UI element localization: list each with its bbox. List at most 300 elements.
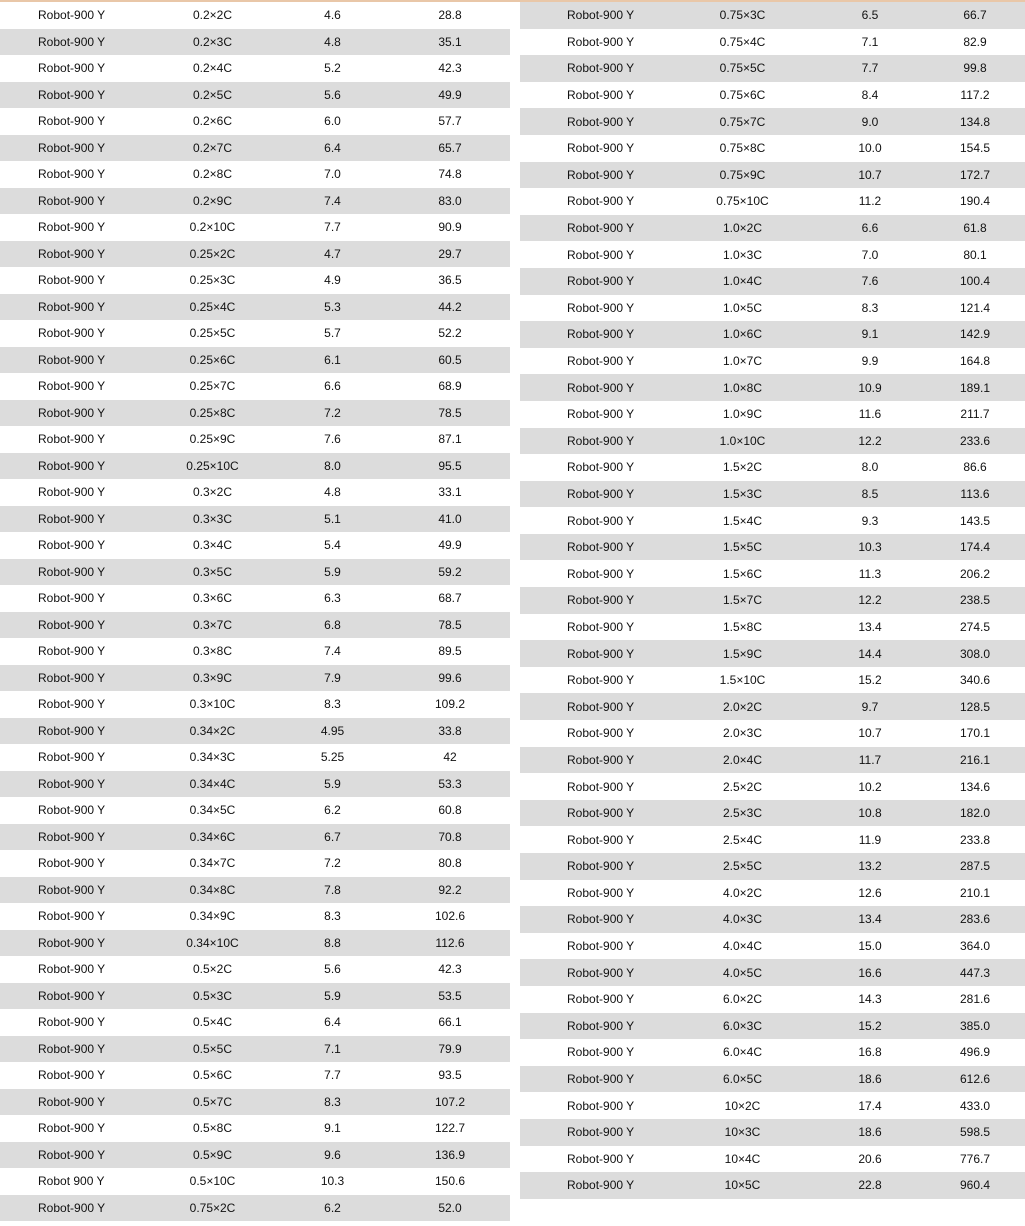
model-cell: Robot-900 Y — [520, 693, 670, 720]
model-cell: Robot-900 Y — [520, 2, 670, 29]
spec-cell: 4.0×4C — [722, 939, 763, 954]
model-cell: Robot-900 Y — [567, 1151, 635, 1166]
diameter-cell: 10.9 — [815, 374, 925, 401]
diameter-cell: 6.8 — [275, 612, 390, 639]
table-row — [520, 1092, 1025, 1119]
weight-cell: 308.0 — [925, 640, 1025, 667]
weight-cell: 122.7 — [434, 1121, 466, 1136]
table-row — [0, 1195, 510, 1222]
weight-cell: 83.0 — [390, 188, 510, 215]
spec-cell: 6.0×3C — [670, 1013, 815, 1040]
diameter-cell: 14.4 — [815, 640, 925, 667]
table-row — [0, 744, 510, 771]
table-row — [520, 667, 1025, 694]
weight-cell: 136.9 — [390, 1142, 510, 1169]
model-cell: Robot-900 Y — [520, 321, 670, 348]
model-cell: Robot-900 Y — [0, 877, 150, 904]
spec-cell: 0.5×4C — [192, 1015, 233, 1030]
model-cell: Robot-900 Y — [0, 400, 150, 427]
spec-cell: 10×5C — [670, 1172, 815, 1199]
spec-cell: 1.0×9C — [722, 407, 763, 422]
model-cell: Robot-900 Y — [520, 587, 670, 614]
weight-cell: 42 — [443, 750, 457, 765]
table-row — [0, 214, 510, 241]
model-cell: Robot-900 Y — [520, 800, 670, 827]
table-row — [0, 903, 510, 930]
weight-cell: 99.8 — [925, 55, 1025, 82]
diameter-cell: 10.3 — [320, 1174, 345, 1189]
spec-cell: 1.5×6C — [722, 566, 763, 581]
table-row — [0, 585, 510, 612]
diameter-cell: 9.0 — [815, 108, 925, 135]
model-cell: Robot-900 Y — [38, 1121, 106, 1136]
spec-cell: 2.5×2C — [722, 779, 763, 794]
weight-cell: 33.1 — [438, 485, 462, 500]
diameter-cell: 13.4 — [858, 619, 882, 634]
weight-cell: 134.6 — [959, 779, 991, 794]
spec-cell: 0.25×9C — [189, 432, 236, 447]
weight-cell: 117.2 — [960, 88, 990, 103]
diameter-cell: 7.0 — [861, 247, 879, 262]
spec-cell: 4.0×3C — [670, 906, 815, 933]
diameter-cell: 10.0 — [858, 141, 882, 156]
diameter-cell: 5.3 — [275, 294, 390, 321]
spec-cell: 1.0×3C — [722, 247, 763, 262]
model-cell: Robot-900 Y — [567, 460, 635, 475]
model-cell: Robot-900 Y — [38, 1068, 106, 1083]
weight-cell: 79.9 — [390, 1036, 510, 1063]
table-row — [520, 268, 1025, 295]
weight-cell: 112.6 — [390, 930, 510, 957]
model-cell: Robot-900 Y — [38, 61, 106, 76]
model-cell: Robot-900 Y — [0, 82, 150, 109]
spec-cell: 0.25×8C — [150, 400, 275, 427]
spec-cell: 0.34×9C — [189, 909, 236, 924]
spec-cell: 2.5×4C — [722, 832, 763, 847]
weight-cell: 496.9 — [959, 1045, 991, 1060]
weight-cell: 612.6 — [925, 1066, 1025, 1093]
spec-cell: 2.5×3C — [670, 800, 815, 827]
model-cell: Robot-900 Y — [0, 559, 150, 586]
spec-cell: 0.75×4C — [719, 34, 766, 49]
spec-cell: 0.3×9C — [150, 665, 275, 692]
table-row — [520, 826, 1025, 853]
table-row — [520, 241, 1025, 268]
spec-cell: 0.3×5C — [150, 559, 275, 586]
spec-cell: 0.2×9C — [150, 188, 275, 215]
weight-cell: 66.1 — [438, 1015, 462, 1030]
weight-cell: 36.5 — [438, 273, 462, 288]
diameter-cell: 8.5 — [815, 481, 925, 508]
diameter-cell: 7.6 — [815, 268, 925, 295]
table-row — [0, 400, 510, 427]
diameter-cell: 4.95 — [275, 718, 390, 745]
table-row — [520, 188, 1025, 215]
model-cell: Robot-900 Y — [567, 726, 635, 741]
model-cell: Robot-900 Y — [567, 300, 635, 315]
weight-cell: 174.4 — [925, 534, 1025, 561]
table-row — [520, 507, 1025, 534]
diameter-cell: 17.4 — [858, 1098, 882, 1113]
table-row — [520, 162, 1025, 189]
spec-cell: 0.3×4C — [192, 538, 233, 553]
table-row — [520, 82, 1025, 109]
table-row — [0, 771, 510, 798]
weight-cell: 172.7 — [925, 162, 1025, 189]
diameter-cell: 7.6 — [324, 432, 341, 447]
model-cell: Robot-900 Y — [0, 294, 150, 321]
diameter-cell: 20.6 — [858, 1151, 882, 1166]
model-cell: Robot-900 Y — [567, 939, 635, 954]
diameter-cell: 4.8 — [275, 29, 390, 56]
model-cell: Robot-900 Y — [520, 1172, 670, 1199]
model-cell: Robot-900 Y — [0, 29, 150, 56]
diameter-cell: 4.7 — [275, 241, 390, 268]
model-cell: Robot-900 Y — [567, 354, 635, 369]
spec-cell: 1.0×2C — [670, 215, 815, 242]
spec-cell: 0.5×7C — [150, 1089, 275, 1116]
weight-cell: 274.5 — [959, 619, 991, 634]
table-row — [0, 188, 510, 215]
weight-cell: 68.9 — [438, 379, 462, 394]
model-cell: Robot-900 Y — [0, 241, 150, 268]
spec-cell: 6.0×2C — [722, 992, 763, 1007]
table-row — [520, 1013, 1025, 1040]
table-row — [520, 55, 1025, 82]
model-cell: Robot-900 Y — [567, 88, 635, 103]
table-row — [0, 506, 510, 533]
diameter-cell: 4.6 — [324, 8, 341, 23]
diameter-cell: 6.3 — [324, 591, 341, 606]
weight-cell: 128.5 — [925, 693, 1025, 720]
spec-cell: 0.5×10C — [189, 1174, 236, 1189]
model-cell: Robot-900 Y — [0, 1089, 150, 1116]
diameter-cell: 5.25 — [320, 750, 345, 765]
weight-cell: 385.0 — [925, 1013, 1025, 1040]
weight-cell: 960.4 — [925, 1172, 1025, 1199]
weight-cell: 233.8 — [959, 832, 991, 847]
table-row — [520, 428, 1025, 455]
table-row — [520, 560, 1025, 587]
diameter-cell: 5.7 — [324, 326, 341, 341]
diameter-cell: 22.8 — [815, 1172, 925, 1199]
weight-cell: 287.5 — [925, 853, 1025, 880]
model-cell: Robot-900 Y — [567, 513, 635, 528]
model-cell: Robot-900 Y — [0, 135, 150, 162]
table-row — [0, 294, 510, 321]
spec-cell: 0.5×2C — [192, 962, 233, 977]
spec-cell: 1.0×10C — [670, 428, 815, 455]
weight-cell: 776.7 — [959, 1151, 991, 1166]
spec-cell: 0.2×10C — [189, 220, 236, 235]
model-cell: Robot-900 Y — [38, 856, 106, 871]
table-row — [0, 2, 510, 29]
diameter-cell: 15.2 — [815, 1013, 925, 1040]
diameter-cell: 9.9 — [861, 354, 879, 369]
weight-cell: 90.9 — [438, 220, 462, 235]
weight-cell: 340.6 — [959, 673, 991, 688]
weight-cell: 89.5 — [438, 644, 462, 659]
table-row — [0, 1036, 510, 1063]
table-row — [0, 267, 510, 294]
spec-cell: 0.75×8C — [719, 141, 766, 156]
diameter-cell: 7.2 — [324, 856, 341, 871]
spec-cell: 0.34×2C — [150, 718, 275, 745]
diameter-cell: 6.2 — [275, 1195, 390, 1222]
weight-cell: 95.5 — [390, 453, 510, 480]
spec-cell: 0.75×5C — [670, 55, 815, 82]
table-row — [0, 108, 510, 135]
table-row — [0, 347, 510, 374]
diameter-cell: 7.2 — [275, 400, 390, 427]
spec-cell: 0.3×8C — [192, 644, 233, 659]
spec-cell: 1.5×5C — [670, 534, 815, 561]
model-cell: Robot-900 Y — [38, 114, 106, 129]
table-row — [520, 1039, 1025, 1066]
spec-cell: 0.2×6C — [192, 114, 233, 129]
spec-cell: 0.75×9C — [670, 162, 815, 189]
diameter-cell: 6.4 — [275, 135, 390, 162]
table-row — [520, 959, 1025, 986]
spec-cell: 0.75×3C — [670, 2, 815, 29]
weight-cell: 80.8 — [438, 856, 462, 871]
weight-cell: 53.5 — [390, 983, 510, 1010]
model-cell: Robot-900 Y — [0, 718, 150, 745]
diameter-cell: 5.6 — [324, 962, 341, 977]
spec-cell: 1.5×8C — [722, 619, 763, 634]
diameter-cell: 10.7 — [858, 726, 882, 741]
weight-cell: 86.6 — [963, 460, 987, 475]
table-row — [0, 983, 510, 1010]
table-row — [520, 614, 1025, 641]
spec-cell: 0.5×3C — [150, 983, 275, 1010]
table-row — [0, 930, 510, 957]
model-cell: Robot-900 Y — [520, 906, 670, 933]
table-row — [0, 82, 510, 109]
spec-cell: 4.0×5C — [670, 959, 815, 986]
table-row — [0, 877, 510, 904]
table-row — [520, 853, 1025, 880]
diameter-cell: 5.9 — [275, 559, 390, 586]
weight-cell: 52.0 — [390, 1195, 510, 1222]
model-cell: Robot-900 Y — [0, 1142, 150, 1169]
table-row — [520, 321, 1025, 348]
table-row — [520, 29, 1025, 56]
weight-cell: 57.7 — [438, 114, 462, 129]
diameter-cell: 12.2 — [815, 428, 925, 455]
weight-cell: 42.3 — [438, 61, 462, 76]
model-cell: Robot-900 Y — [520, 640, 670, 667]
diameter-cell: 5.9 — [275, 771, 390, 798]
weight-cell: 35.1 — [390, 29, 510, 56]
diameter-cell: 7.1 — [275, 1036, 390, 1063]
weight-cell: 189.1 — [925, 374, 1025, 401]
table-row — [0, 797, 510, 824]
model-cell: Robot-900 Y — [520, 428, 670, 455]
diameter-cell: 8.3 — [861, 300, 879, 315]
weight-cell: 283.6 — [925, 906, 1025, 933]
weight-cell: 190.4 — [959, 194, 991, 209]
table-row — [0, 718, 510, 745]
diameter-cell: 10.2 — [858, 779, 882, 794]
spec-cell: 0.34×5C — [189, 803, 236, 818]
table-row — [520, 640, 1025, 667]
spec-cell: 0.34×6C — [150, 824, 275, 851]
weight-cell: 61.8 — [925, 215, 1025, 242]
model-cell: Robot-900 Y — [567, 1098, 635, 1113]
spec-cell: 1.5×10C — [719, 673, 766, 688]
weight-cell: 170.1 — [959, 726, 991, 741]
model-cell: Robot-900 Y — [38, 803, 106, 818]
weight-cell: 100.4 — [925, 268, 1025, 295]
spec-cell: 0.75×6C — [719, 88, 766, 103]
table-row — [0, 665, 510, 692]
table-row — [520, 880, 1025, 907]
diameter-cell: 18.6 — [815, 1066, 925, 1093]
diameter-cell: 15.2 — [858, 673, 882, 688]
diameter-cell: 9.1 — [815, 321, 925, 348]
model-cell: Robot-900 Y — [38, 326, 106, 341]
diameter-cell: 7.0 — [324, 167, 341, 182]
model-cell: Robot-900 Y — [567, 673, 635, 688]
spec-cell: 0.3×7C — [150, 612, 275, 639]
spec-cell: 0.34×3C — [189, 750, 236, 765]
weight-cell: 28.8 — [438, 8, 462, 23]
spec-cell: 0.2×5C — [150, 82, 275, 109]
diameter-cell: 8.0 — [861, 460, 879, 475]
spec-cell: 0.3×6C — [192, 591, 233, 606]
table-row — [520, 800, 1025, 827]
table-row — [520, 2, 1025, 29]
spec-cell: 2.0×2C — [670, 693, 815, 720]
spec-cell: 2.5×5C — [670, 853, 815, 880]
table-row — [520, 693, 1025, 720]
table-row — [520, 773, 1025, 800]
spec-cell: 0.75×10C — [716, 194, 769, 209]
spec-cell: 6.0×4C — [722, 1045, 763, 1060]
diameter-cell: 5.2 — [324, 61, 341, 76]
table-row — [0, 1115, 510, 1142]
weight-cell: 44.2 — [390, 294, 510, 321]
model-cell: Robot-900 Y — [38, 750, 106, 765]
weight-cell: 82.9 — [963, 34, 987, 49]
weight-cell: 80.1 — [963, 247, 987, 262]
spec-cell: 0.5×9C — [150, 1142, 275, 1169]
table-row — [520, 720, 1025, 747]
diameter-cell: 6.6 — [324, 379, 341, 394]
weight-cell: 206.2 — [959, 566, 991, 581]
table-row — [520, 401, 1025, 428]
spec-cell: 0.5×6C — [192, 1068, 233, 1083]
model-cell: Robot-900 Y — [38, 697, 106, 712]
spec-table-right — [520, 2, 1025, 1199]
spec-cell: 0.2×8C — [192, 167, 233, 182]
diameter-cell: 5.9 — [275, 983, 390, 1010]
spec-cell: 10×4C — [724, 1151, 761, 1166]
spec-cell: 1.5×3C — [670, 481, 815, 508]
spec-cell: 0.25×2C — [150, 241, 275, 268]
table-row — [520, 986, 1025, 1013]
table-row — [0, 453, 510, 480]
spec-cell: 1.5×9C — [670, 640, 815, 667]
diameter-cell: 6.2 — [324, 803, 341, 818]
table-row — [0, 850, 510, 877]
spec-cell: 10×2C — [724, 1098, 761, 1113]
spec-cell: 0.75×7C — [670, 108, 815, 135]
diameter-cell: 13.4 — [815, 906, 925, 933]
model-cell: Robot-900 Y — [0, 188, 150, 215]
diameter-cell: 11.3 — [858, 566, 882, 581]
weight-cell: 107.2 — [390, 1089, 510, 1116]
diameter-cell: 6.6 — [815, 215, 925, 242]
weight-cell: 29.7 — [390, 241, 510, 268]
table-row — [520, 295, 1025, 322]
spec-cell: 0.2×4C — [192, 61, 233, 76]
table-row — [0, 1142, 510, 1169]
diameter-cell: 8.0 — [275, 453, 390, 480]
diameter-cell: 5.4 — [324, 538, 341, 553]
table-row — [0, 479, 510, 506]
table-row — [520, 933, 1025, 960]
diameter-cell: 7.1 — [861, 34, 879, 49]
weight-cell: 66.7 — [925, 2, 1025, 29]
spec-cell: 1.0×7C — [722, 354, 763, 369]
spec-cell: 1.0×5C — [722, 300, 763, 315]
model-cell: Robot-900 Y — [0, 453, 150, 480]
diameter-cell: 7.7 — [324, 1068, 341, 1083]
table-row — [0, 638, 510, 665]
diameter-cell: 8.3 — [324, 697, 341, 712]
model-cell: Robot-900 Y — [520, 162, 670, 189]
weight-cell: 65.7 — [390, 135, 510, 162]
table-row — [0, 241, 510, 268]
weight-cell: 74.8 — [438, 167, 462, 182]
spec-cell: 0.2×7C — [150, 135, 275, 162]
diameter-cell: 16.8 — [858, 1045, 882, 1060]
table-row — [0, 320, 510, 347]
model-cell: Robot-900 Y — [520, 959, 670, 986]
model-cell: Robot-900 Y — [38, 485, 106, 500]
model-cell: Robot-900 Y — [38, 1015, 106, 1030]
diameter-cell: 12.6 — [858, 885, 882, 900]
diameter-cell: 9.7 — [815, 693, 925, 720]
model-cell: Robot-900 Y — [0, 983, 150, 1010]
weight-cell: 52.2 — [438, 326, 462, 341]
spec-cell: 0.25×4C — [150, 294, 275, 321]
spec-cell: 6.0×5C — [670, 1066, 815, 1093]
diameter-cell: 11.2 — [858, 194, 882, 209]
weight-cell: 211.7 — [960, 407, 990, 422]
diameter-cell: 5.1 — [275, 506, 390, 533]
spec-cell: 0.2×3C — [150, 29, 275, 56]
model-cell: Robot-900 Y — [0, 347, 150, 374]
weight-cell: 164.8 — [959, 354, 991, 369]
model-cell: Robot-900 Y — [567, 885, 635, 900]
weight-cell: 121.4 — [959, 300, 991, 315]
model-cell: Robot-900 Y — [0, 930, 150, 957]
table-row — [0, 824, 510, 851]
model-cell: Robot-900 Y — [520, 853, 670, 880]
table-row — [0, 532, 510, 559]
table-row — [0, 691, 510, 718]
weight-cell: 142.9 — [925, 321, 1025, 348]
table-row — [0, 161, 510, 188]
model-cell: Robot-900 Y — [567, 992, 635, 1007]
weight-cell: 109.2 — [434, 697, 466, 712]
weight-cell: 134.8 — [925, 108, 1025, 135]
diameter-cell: 9.6 — [275, 1142, 390, 1169]
diameter-cell: 11.6 — [858, 407, 882, 422]
